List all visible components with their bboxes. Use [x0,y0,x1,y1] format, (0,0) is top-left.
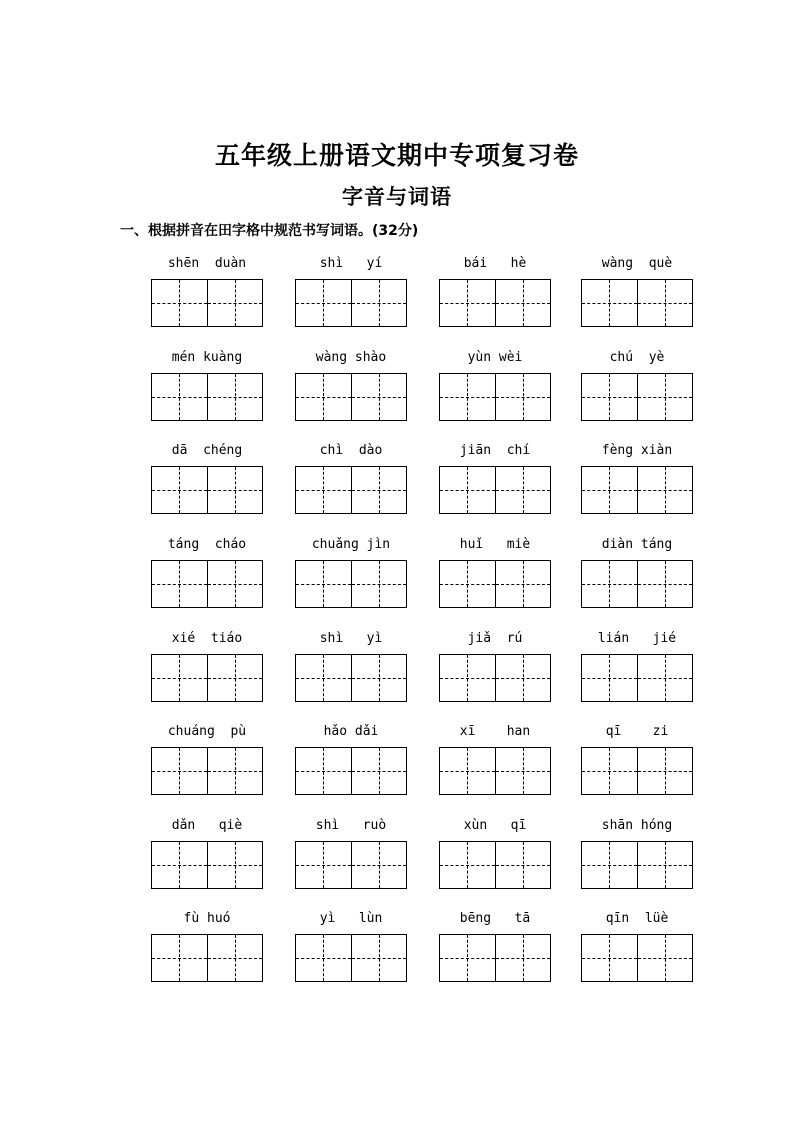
word-item [581,255,693,273]
pinyin-label: huǐ miè [459,537,531,552]
tianzige-box [151,560,263,608]
tianzige-cell[interactable] [152,655,207,701]
pinyin-label: mén kuàng [171,350,243,365]
word-item [295,817,407,835]
pinyin-label: chì dào [319,443,383,458]
pinyin-label: dǎn qiè [171,818,243,833]
tianzige-cell[interactable] [582,935,637,981]
word-item [295,349,407,367]
tianzige-box [151,841,263,889]
pinyin-label: wàng shào [315,350,387,365]
tianzige-box [151,747,263,795]
pinyin-label: qī zi [605,724,669,739]
pinyin-label: shēn duàn [167,256,247,271]
tianzige-cell[interactable] [296,935,351,981]
tianzige-cell[interactable] [495,935,551,981]
tianzige-cell[interactable] [495,655,551,701]
tianzige-cell[interactable] [637,655,693,701]
word-item [581,910,693,928]
tianzige-cell[interactable] [637,935,693,981]
tianzige-box [581,747,693,795]
tianzige-box [439,373,551,421]
tianzige-cell[interactable] [296,374,351,420]
pinyin-label: jiān chí [459,443,531,458]
tianzige-cell[interactable] [296,655,351,701]
pinyin-label: yùn wèi [467,350,523,365]
tianzige-box [295,747,407,795]
tianzige-box [439,560,551,608]
tianzige-cell[interactable] [351,935,407,981]
tianzige-cell[interactable] [440,935,495,981]
tianzige-cell[interactable] [440,374,495,420]
pinyin-label: shì ruò [315,818,387,833]
pinyin-label: lián jié [597,631,677,646]
tianzige-box [151,934,263,982]
tianzige-box [581,841,693,889]
word-item [151,817,263,835]
pinyin-label: chuáng pù [167,724,247,739]
tianzige-cell[interactable] [351,655,407,701]
tianzige-cell[interactable] [582,280,637,326]
word-item [439,817,551,835]
word-item [295,910,407,928]
pinyin-label: xī han [459,724,531,739]
tianzige-cell[interactable] [152,374,207,420]
word-item [151,442,263,460]
word-item [151,723,263,741]
tianzige-cell[interactable] [440,748,495,794]
tianzige-cell[interactable] [495,467,551,513]
tianzige-box [151,373,263,421]
tianzige-cell[interactable] [637,280,693,326]
word-item [439,255,551,273]
word-item [439,442,551,460]
tianzige-cell[interactable] [582,561,637,607]
tianzige-box [439,279,551,327]
tianzige-cell[interactable] [351,561,407,607]
section-instruction: 一、根据拼音在田字格中规范书写词语。(32分) [120,223,419,239]
tianzige-cell[interactable] [351,842,407,888]
pinyin-label: xùn qī [463,818,527,833]
tianzige-cell[interactable] [637,842,693,888]
word-item [439,723,551,741]
tianzige-cell[interactable] [495,374,551,420]
tianzige-cell[interactable] [495,748,551,794]
pinyin-label: chuǎng jìn [311,537,391,552]
pinyin-label: yì lùn [319,911,383,926]
pinyin-label: shì yí [319,256,383,271]
pinyin-label: wàng què [601,256,673,271]
tianzige-cell[interactable] [152,467,207,513]
tianzige-box [151,466,263,514]
tianzige-box [151,279,263,327]
tianzige-cell[interactable] [152,842,207,888]
tianzige-cell[interactable] [637,374,693,420]
tianzige-cell[interactable] [440,655,495,701]
tianzige-cell[interactable] [296,748,351,794]
word-item [581,817,693,835]
tianzige-cell[interactable] [637,748,693,794]
tianzige-box [581,466,693,514]
tianzige-box [151,654,263,702]
pinyin-label: bái hè [463,256,527,271]
tianzige-cell[interactable] [207,842,263,888]
tianzige-box [439,466,551,514]
tianzige-cell[interactable] [207,561,263,607]
pinyin-label: fù huó [183,911,231,926]
tianzige-cell[interactable] [207,935,263,981]
tianzige-cell[interactable] [637,561,693,607]
tianzige-cell[interactable] [440,280,495,326]
tianzige-box [439,747,551,795]
pinyin-label: jiǎ rú [467,631,523,646]
word-item [581,630,693,648]
tianzige-box [295,841,407,889]
tianzige-box [581,373,693,421]
word-item [151,630,263,648]
tianzige-box [295,279,407,327]
tianzige-cell[interactable] [495,280,551,326]
tianzige-box [581,934,693,982]
word-item [295,442,407,460]
tianzige-cell[interactable] [495,561,551,607]
word-item [439,536,551,554]
tianzige-cell[interactable] [582,748,637,794]
pinyin-label: xié tiáo [171,631,243,646]
tianzige-cell[interactable] [582,655,637,701]
tianzige-box [295,654,407,702]
tianzige-box [295,560,407,608]
pinyin-label: dā chéng [171,443,243,458]
pinyin-label: chú yè [609,350,665,365]
word-item [581,536,693,554]
tianzige-box [295,373,407,421]
tianzige-box [439,841,551,889]
tianzige-cell[interactable] [296,561,351,607]
tianzige-cell[interactable] [351,374,407,420]
word-item [439,349,551,367]
word-item [295,723,407,741]
tianzige-cell[interactable] [637,467,693,513]
tianzige-cell[interactable] [152,748,207,794]
word-item [151,255,263,273]
tianzige-cell[interactable] [582,467,637,513]
tianzige-cell[interactable] [207,280,263,326]
tianzige-box [581,654,693,702]
word-item [295,536,407,554]
pinyin-label: fèng xiàn [601,443,673,458]
tianzige-cell[interactable] [207,655,263,701]
tianzige-box [581,279,693,327]
pinyin-label: qīn lüè [605,911,669,926]
tianzige-cell[interactable] [351,467,407,513]
tianzige-cell[interactable] [440,467,495,513]
tianzige-cell[interactable] [207,467,263,513]
tianzige-cell[interactable] [296,280,351,326]
tianzige-cell[interactable] [440,842,495,888]
tianzige-box [295,934,407,982]
tianzige-box [581,560,693,608]
tianzige-cell[interactable] [152,935,207,981]
tianzige-cell[interactable] [440,561,495,607]
word-item [581,442,693,460]
tianzige-cell[interactable] [582,842,637,888]
pinyin-label: diàn táng [601,537,673,552]
page-subtitle: 字音与词语 [342,184,452,209]
tianzige-cell[interactable] [351,280,407,326]
tianzige-cell[interactable] [296,467,351,513]
word-item [581,349,693,367]
word-item [151,910,263,928]
tianzige-box [295,466,407,514]
word-item [581,723,693,741]
word-item [151,536,263,554]
tianzige-cell[interactable] [152,280,207,326]
word-item [295,255,407,273]
tianzige-box [439,654,551,702]
pinyin-label: bēng tā [459,911,531,926]
word-item [439,630,551,648]
tianzige-cell[interactable] [495,842,551,888]
pinyin-label: hǎo dǎi [323,724,379,739]
tianzige-box [439,934,551,982]
tianzige-cell[interactable] [207,374,263,420]
tianzige-cell[interactable] [152,561,207,607]
pinyin-label: táng cháo [167,537,247,552]
tianzige-cell[interactable] [351,748,407,794]
pinyin-label: shān hóng [601,818,673,833]
tianzige-cell[interactable] [582,374,637,420]
tianzige-cell[interactable] [207,748,263,794]
word-item [151,349,263,367]
tianzige-cell[interactable] [296,842,351,888]
word-item [295,630,407,648]
page-title: 五年级上册语文期中专项复习卷 [214,141,579,170]
pinyin-label: shì yì [319,631,383,646]
word-item [439,910,551,928]
